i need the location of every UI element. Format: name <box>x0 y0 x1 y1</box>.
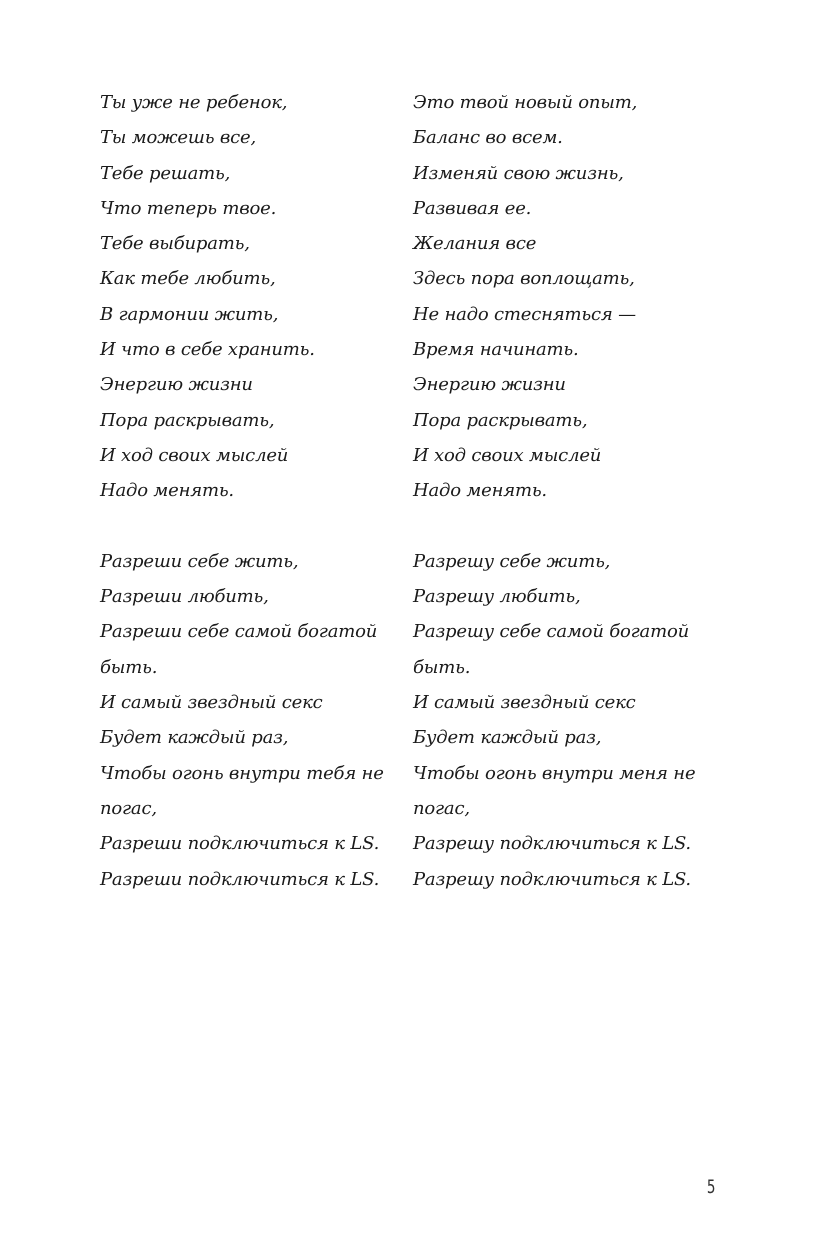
poem-line: И самый звездный секс <box>100 692 323 714</box>
poem-line: Пора раскрывать, <box>100 409 275 431</box>
poem-line: Чтобы огонь внутри меня не <box>413 762 696 784</box>
poem-line: Желания все <box>413 233 537 255</box>
poem-left-column <box>100 85 405 897</box>
poem-line: Развивая ее. <box>413 197 532 219</box>
poem-line: Тебе решать, <box>100 162 231 184</box>
poem-line: И что в себе хранить. <box>100 339 315 361</box>
poem-line: погас, <box>413 797 470 819</box>
poem-line: погас, <box>100 797 157 819</box>
poem-line: Разрешу себе самой богатой <box>413 621 689 643</box>
poem-line: Разреши подключиться к LS. <box>100 833 380 855</box>
poem-line: Чтобы огонь внутри тебя не <box>100 762 384 784</box>
poem-line: Разреши себе жить, <box>100 550 299 572</box>
poem-line: И ход своих мыслей <box>413 444 602 466</box>
poem-line: И ход своих мыслей <box>100 444 289 466</box>
poem-line: Баланс во всем. <box>413 127 563 149</box>
poem-line: Разрешу себе жить, <box>413 550 611 572</box>
poem-line: Разреши подключиться к LS. <box>100 868 380 890</box>
poem-line: быть. <box>100 656 158 678</box>
poem-line: Разрешу любить, <box>413 586 581 608</box>
poem-line: Как тебе любить, <box>100 268 276 290</box>
poem-line: Энергию жизни <box>100 374 253 396</box>
poem-line: Разреши себе самой богатой <box>100 621 378 643</box>
poem-line: И самый звездный секс <box>413 692 636 714</box>
poem-line: В гармонии жить, <box>100 303 279 325</box>
poem-line: Разреши любить, <box>100 586 269 608</box>
poem-line: Разрешу подключиться к LS. <box>413 833 691 855</box>
poem-line: быть. <box>413 656 471 678</box>
page-number: 5 <box>706 1176 715 1198</box>
poem-line: Время начинать. <box>413 339 579 361</box>
poem-line: Это твой новый опыт, <box>413 92 638 113</box>
stanza-break <box>100 509 405 544</box>
poem-line: Ты можешь все, <box>100 127 256 149</box>
poem-line: Не надо стесняться — <box>413 303 636 325</box>
poem-line: Будет каждый раз, <box>100 727 289 749</box>
poem-right-column <box>413 85 718 897</box>
stanza-break <box>413 509 718 544</box>
poem-line: Ты уже не ребенок, <box>100 92 288 113</box>
poem-line: Надо менять. <box>413 480 547 502</box>
poem-line: Надо менять. <box>100 480 234 502</box>
poem-line: Энергию жизни <box>413 374 566 396</box>
poem-line: Изменяй свою жизнь, <box>413 162 624 184</box>
poem-line: Здесь пора воплощать, <box>413 268 635 290</box>
poem-line: Тебе выбирать, <box>100 233 250 255</box>
poem-line: Будет каждый раз, <box>413 727 602 749</box>
poem-line: Разрешу подключиться к LS. <box>413 868 691 890</box>
poem-line: Что теперь твое. <box>100 197 277 219</box>
poem-line: Пора раскрывать, <box>413 409 588 431</box>
